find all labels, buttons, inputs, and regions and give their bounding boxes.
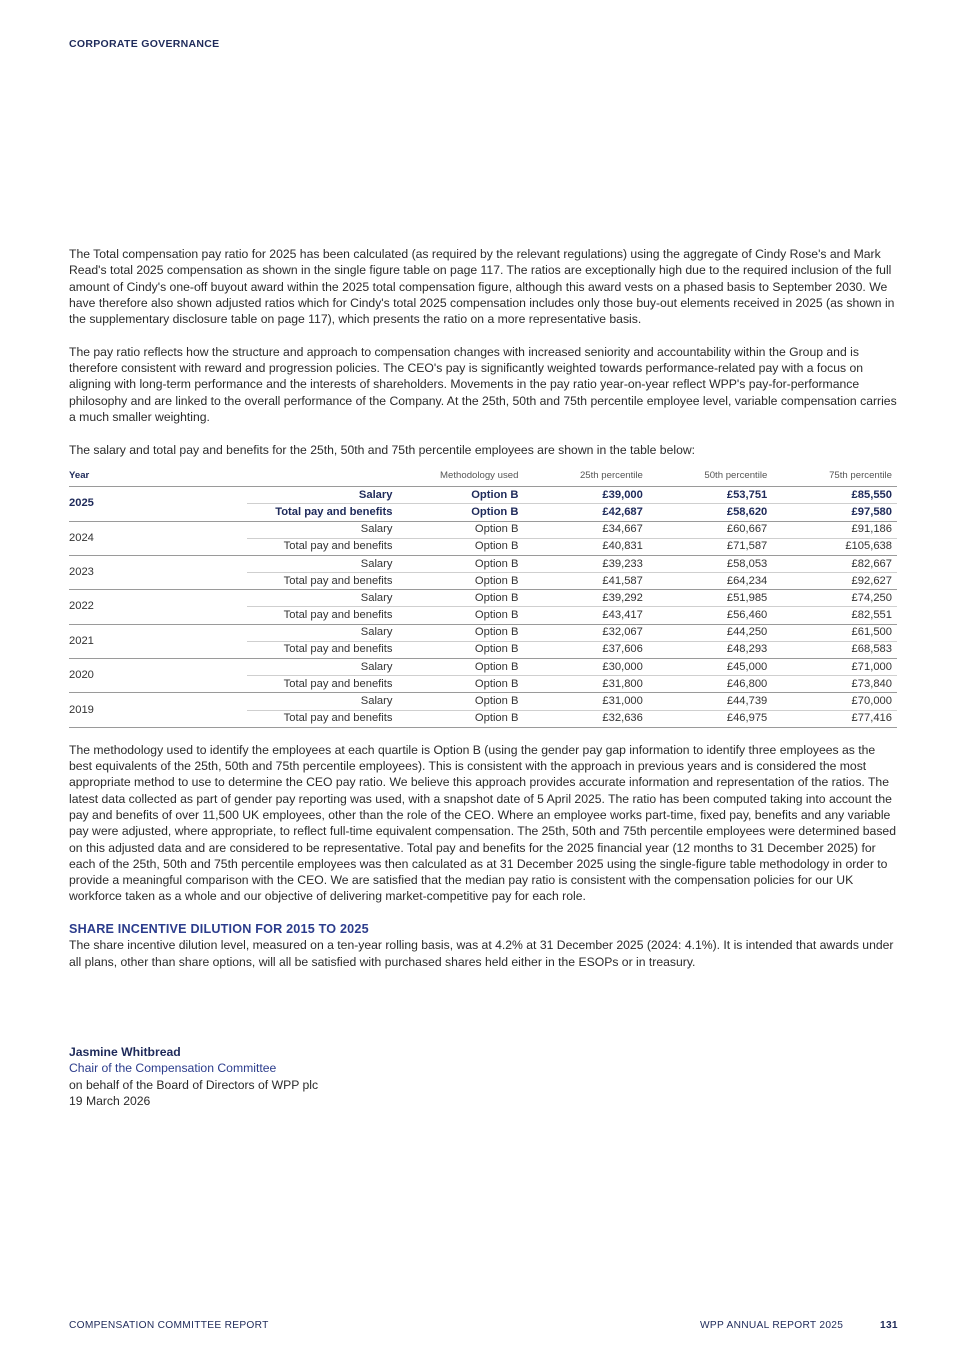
p25-cell: £31,800 xyxy=(523,676,647,693)
year-cell: 2021 xyxy=(69,624,247,658)
p75-cell: £77,416 xyxy=(772,710,897,727)
measure-cell: Salary xyxy=(247,693,397,710)
percentile-pay-table xyxy=(69,468,897,728)
header-year: Year xyxy=(69,468,247,487)
p25-cell: £39,233 xyxy=(523,555,647,572)
methodology-cell: Option B xyxy=(397,573,523,590)
main-content xyxy=(69,246,897,986)
paragraph-table-intro: The salary and total pay and benefits for the 25th, 50th and 75th percentile employees are shown in the table below: xyxy=(69,442,696,457)
table-header-row xyxy=(69,468,897,487)
methodology-cell: Option B xyxy=(397,624,523,641)
header-p25: 25th percentile xyxy=(523,468,647,487)
p75-cell: £68,583 xyxy=(772,641,897,658)
methodology-cell: Option B xyxy=(397,693,523,710)
header-methodology: Methodology used xyxy=(397,468,523,487)
p75-cell: £73,840 xyxy=(772,676,897,693)
p75-cell: £97,580 xyxy=(772,504,897,521)
p75-cell: £71,000 xyxy=(772,659,897,676)
methodology-cell: Option B xyxy=(397,504,523,521)
year-cell: 2022 xyxy=(69,590,247,624)
p50-cell: £44,739 xyxy=(648,693,772,710)
p25-cell: £40,831 xyxy=(523,538,647,555)
p25-cell: £41,587 xyxy=(523,573,647,590)
signatory-title: Chair of the Compensation Committee xyxy=(69,1061,277,1076)
p25-cell: £31,000 xyxy=(523,693,647,710)
p75-cell: £105,638 xyxy=(772,538,897,555)
p75-cell: £82,667 xyxy=(772,555,897,572)
paragraph-methodology: The methodology used to identify the employees at each quartile is Option B (using the gender pay gap information to identify three employees as the best equivalents of the 25th, 50th and 75th percentile employees). This is consistent with the approach in previous years and is considered the most appropriate method to use to determine the CEO pay ratio. We believe this approach provides accurate information and representation of the ratios. The latest data collected as part of gender pay reporting was used, with a snapshot date of 5 April 2025. The ratio has been computed taking into account the pay and benefits of over 11,500 UK employees, other than the role of the CEO. Where an employee works part-time, fixed pay, benefits and any variable pay were adjusted, where appropriate, to reflect full-time equivalent compensation. The 25th, 50th and 75th percentile employees were determined based on this adjusted data and are considered to be representative. Total pay and benefits for the 2025 financial year (12 months to 31 December 2025) for each of the 25th, 50th and 75th percentile employees was then calculated as at 31 December 2025 using the single-figure table methodology in order to provide a meaningful comparison with the CEO. We are satisfied that the median pay ratio is consistent with the compensation policies for our UK workforce taken as a whole and our objective of delivering market-competitive pay for each role. xyxy=(69,742,896,904)
measure-cell: Total pay and benefits xyxy=(247,573,397,590)
page-number: 131 xyxy=(880,1320,898,1331)
signature-date: 19 March 2026 xyxy=(69,1093,151,1108)
measure-cell: Total pay and benefits xyxy=(247,641,397,658)
p25-cell: £42,687 xyxy=(523,504,647,521)
p50-cell: £44,250 xyxy=(648,624,772,641)
paragraph-pay-structure: The pay ratio reflects how the structure and approach to compensation changes with increased seniority and accountability within the Group and is therefore consistent with reward and progression policies. The CEO's pay is significantly weighted towards performance-related pay with a focus on aligning with long-term performance and the interests of shareholders. Movements in the pay ratio year-on-year reflect WPP's pay-for-performance philosophy and are linked to the overall performance of the Company. At the 25th, 50th and 75th percentile employee level, variable compensation carries a much smaller weighting. xyxy=(69,344,897,424)
measure-cell: Total pay and benefits xyxy=(247,538,397,555)
methodology-cell: Option B xyxy=(397,710,523,727)
measure-cell: Salary xyxy=(247,624,397,641)
methodology-cell: Option B xyxy=(397,521,523,538)
table-row xyxy=(69,521,897,538)
p75-cell: £82,551 xyxy=(772,607,897,624)
header-measure xyxy=(247,468,397,487)
header-p75: 75th percentile xyxy=(772,468,897,487)
table-row xyxy=(69,487,897,504)
year-cell: 2020 xyxy=(69,659,247,693)
paragraph-pay-ratio: The Total compensation pay ratio for 2025 has been calculated (as required by the relevant regulations) using the aggregate of Cindy Rose's and Mark Read's total 2025 compensation as shown in the single figure table on page 117. The ratios are exceptionally high due to the required inclusion of the full amount of Cindy's one-off buyout award within the 2025 total compensation figure, although this award vests on a phased basis to September 2030. We have therefore also shown adjusted ratios which for Cindy's total 2025 compensation includes only those buy-out elements received in 2025 (as shown in the supplementary disclosure table on page 117), which presents the ratio on a more representative basis. xyxy=(69,247,895,327)
p50-cell: £58,620 xyxy=(648,504,772,521)
p75-cell: £61,500 xyxy=(772,624,897,641)
p50-cell: £45,000 xyxy=(648,659,772,676)
p25-cell: £34,667 xyxy=(523,521,647,538)
table-row xyxy=(69,590,897,607)
signatory-on-behalf: on behalf of the Board of Directors of WPP plc xyxy=(69,1077,319,1092)
methodology-cell: Option B xyxy=(397,659,523,676)
methodology-cell: Option B xyxy=(397,676,523,693)
measure-cell: Salary xyxy=(247,521,397,538)
p25-cell: £39,000 xyxy=(523,487,647,504)
p25-cell: £32,636 xyxy=(523,710,647,727)
footer-section-label: COMPENSATION COMMITTEE REPORT xyxy=(69,1320,269,1331)
p25-cell: £30,000 xyxy=(523,659,647,676)
measure-cell: Total pay and benefits xyxy=(247,504,397,521)
section-title-dilution: SHARE INCENTIVE DILUTION FOR 2015 TO 2025 xyxy=(69,922,369,937)
methodology-cell: Option B xyxy=(397,607,523,624)
measure-cell: Salary xyxy=(247,659,397,676)
methodology-cell: Option B xyxy=(397,538,523,555)
year-cell: 2025 xyxy=(69,487,247,521)
year-cell: 2019 xyxy=(69,693,247,727)
year-cell: 2023 xyxy=(69,555,247,589)
section-header: CORPORATE GOVERNANCE xyxy=(69,38,220,50)
p50-cell: £56,460 xyxy=(648,607,772,624)
measure-cell: Salary xyxy=(247,590,397,607)
measure-cell: Salary xyxy=(247,487,397,504)
p25-cell: £43,417 xyxy=(523,607,647,624)
measure-cell: Salary xyxy=(247,555,397,572)
paragraph-dilution: The share incentive dilution level, measured on a ten-year rolling basis, was at 4.2% at 31 December 2025 (2024: 4.1%). It is intended that awards under all plans, other than share options, will all be satisfied with purchased shares held either in the ESOPs or in treasury. xyxy=(69,938,894,969)
signature-block xyxy=(69,1044,318,1109)
methodology-cell: Option B xyxy=(397,487,523,504)
measure-cell: Total pay and benefits xyxy=(247,710,397,727)
p50-cell: £60,667 xyxy=(648,521,772,538)
footer-report-title: WPP ANNUAL REPORT 2025 xyxy=(700,1320,844,1331)
methodology-cell: Option B xyxy=(397,555,523,572)
measure-cell: Total pay and benefits xyxy=(247,676,397,693)
p50-cell: £64,234 xyxy=(648,573,772,590)
p50-cell: £46,800 xyxy=(648,676,772,693)
measure-cell: Total pay and benefits xyxy=(247,607,397,624)
table-row xyxy=(69,659,897,676)
p25-cell: £37,606 xyxy=(523,641,647,658)
p50-cell: £58,053 xyxy=(648,555,772,572)
table-row xyxy=(69,555,897,572)
year-cell: 2024 xyxy=(69,521,247,555)
methodology-cell: Option B xyxy=(397,590,523,607)
p25-cell: £32,067 xyxy=(523,624,647,641)
p75-cell: £92,627 xyxy=(772,573,897,590)
methodology-cell: Option B xyxy=(397,641,523,658)
header-p50: 50th percentile xyxy=(648,468,772,487)
table-row xyxy=(69,624,897,641)
p75-cell: £85,550 xyxy=(772,487,897,504)
table-row xyxy=(69,693,897,710)
p50-cell: £51,985 xyxy=(648,590,772,607)
p50-cell: £48,293 xyxy=(648,641,772,658)
p75-cell: £70,000 xyxy=(772,693,897,710)
p75-cell: £91,186 xyxy=(772,521,897,538)
signatory-name: Jasmine Whitbread xyxy=(69,1045,181,1059)
p50-cell: £46,975 xyxy=(648,710,772,727)
p50-cell: £71,587 xyxy=(648,538,772,555)
p50-cell: £53,751 xyxy=(648,487,772,504)
p25-cell: £39,292 xyxy=(523,590,647,607)
p75-cell: £74,250 xyxy=(772,590,897,607)
